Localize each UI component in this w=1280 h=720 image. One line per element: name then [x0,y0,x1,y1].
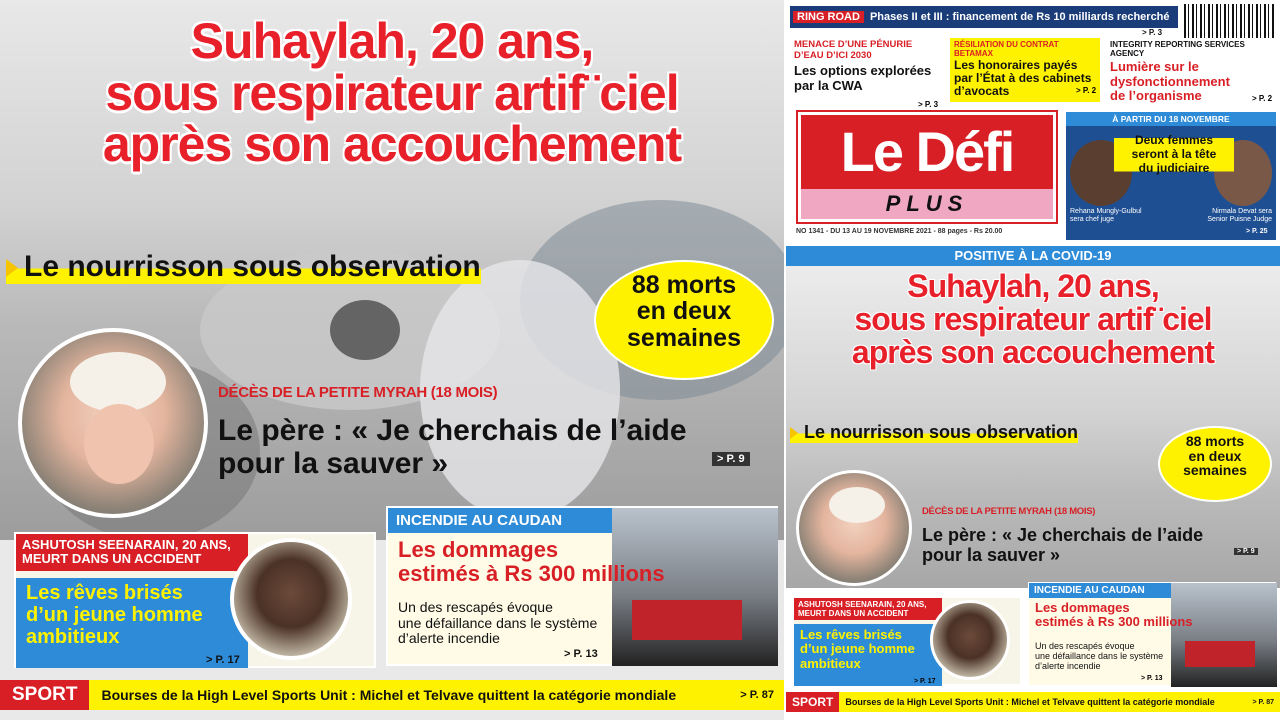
ashutosh-panel [14,532,376,668]
ashutosh-kicker: ASHUTOSH SEENARAIN, 20 ANS, MEURT DANS UN ACCIDENT [16,534,248,571]
logo-plus: PLUS [801,189,1053,219]
arrow-icon [6,259,18,277]
judiciary-caption-2: Nirmala Devat sera Senior Puisne Judge [1207,208,1272,224]
ashutosh-page-ref: > P. 17 [206,654,240,666]
sport-tag: SPORT [0,680,89,710]
covid-banner: POSITIVE À LA COVID-19 [786,246,1280,266]
headline: Suhaylah, 20 ans, sous respirateur artif¨ciel après son accouchement [102,13,682,172]
ashutosh-title: Les rêves brisés d’un jeune homme ambitieux [26,582,203,648]
logo-text: Le Défi [840,120,1014,183]
subheadline: Le nourrisson sous observation [6,250,481,284]
myrah-quote: Le père : « Je cherchais de l’aide pour la sauver » [218,414,687,480]
front-myrah-kicker: DÉCÈS DE LA PETITE MYRAH (18 MOIS) [922,506,1096,517]
front-deaths-bubble: 88 morts en deux semaines [1160,428,1270,500]
edition-line: NO 1341 - DU 13 AU 19 NOVEMBRE 2021 - 88 pages - Rs 20.00 [796,228,1003,235]
ashutosh-photo [230,538,352,660]
front-caudan-body: Un des rescapés évoque une défaillance dans le système d’alerte incendie [1035,641,1164,672]
front-subheadline: Le nourrisson sous observation [790,422,1078,443]
ring-road-tag: RING ROAD [793,11,864,23]
front-caudan-panel: INCENDIE AU CAUDAN Les dommages estimés à Rs 300 millions Un des rescapés évoque une défaillance dans le système d’alerte incendie > P. 13 [1028,582,1276,686]
teaser-water-page: > P. 3 [918,100,939,109]
sport-page-ref: > P. 87 [740,689,774,701]
front-myrah-photo [796,470,912,586]
front-ashutosh-panel: ASHUTOSH SEENARAIN, 20 ANS, MEURT DANS UN ACCIDENT Les rêves brisés d’un jeune homme ambitieux > P. 17 [792,596,1022,686]
front-page [786,0,1280,720]
teaser-water: MENACE D’UNE PÉNURIE D’EAU D’ICI 2030 Les options explorées par la CWA [794,39,932,93]
caudan-kicker: INCENDIE AU CAUDAN [388,508,612,533]
front-ashutosh-title: Les rêves brisés d’un jeune homme ambitieux [800,627,915,671]
myrah-kicker: DÉCÈS DE LA PETITE MYRAH (18 MOIS) [218,384,498,401]
teaser-integrity: INTEGRITY REPORTING SERVICES AGENCY Lumière sur le dysfonctionnement de l’organisme [1110,40,1245,104]
judiciary-panel [1066,112,1276,240]
arrow-icon [790,427,798,439]
sport-text: Bourses de la High Level Sports Unit : Michel et Telvave quittent la catégorie mondiale [101,687,677,703]
front-headline: Suhaylah, 20 ans, sous respirateur artif¨ciel après son accouchement [851,268,1215,370]
front-ashutosh-photo [930,600,1010,680]
judiciary-kicker: À PARTIR DU 18 NOVEMBRE [1066,112,1276,126]
newspaper-logo [798,112,1056,222]
deaths-bubble: 88 morts en deux semaines [596,262,772,378]
judiciary-page: > P. 25 [1246,228,1268,235]
caudan-body: Un des rescapés évoque une défaillance dans le système d’alerte incendie [398,599,598,647]
sport-bar [0,680,784,710]
ring-road-text: Phases II et III : financement de Rs 10 milliards recherché [869,11,1170,23]
ring-road-strip [790,6,1178,28]
caudan-page-ref: > P. 13 [564,648,598,660]
front-caudan-title: Les dommages estimés à Rs 300 millions [1035,600,1193,630]
teaser-integrity-page: > P. 2 [1252,94,1273,103]
front-fire-photo [1171,583,1277,687]
fire-photo [612,508,778,666]
judiciary-title: Deux femmes seront à la tête du judiciaire [1114,134,1234,175]
caudan-panel [386,506,778,666]
teaser-betamax-page: > P. 2 [1076,86,1097,95]
barcode-icon [1184,4,1276,38]
caudan-title: Les dommages estimés à Rs 300 millions [398,537,665,586]
judiciary-caption-1: Rehana Mungly-Gulbul sera chef juge [1070,208,1142,224]
front-myrah-quote: Le père : « Je cherchais de l’aide pour la sauver » [922,525,1204,565]
ring-road-page: > P. 3 [1142,28,1163,37]
front-sport-bar: SPORT Bourses de la High Level Sports Unit : Michel et Telvave quittent la catégorie mondiale > P. 87 [786,692,1280,712]
teaser-betamax: RÉSILIATION DU CONTRAT BETAMAX Les honoraires payés par l’État à des cabinets d’avocats [950,38,1100,102]
front-myrah-page: > P. 9 [1234,548,1258,555]
front-caudan-page: > P. 13 [1141,675,1163,682]
myrah-page-ref: > P. 9 [712,452,750,466]
front-ashutosh-page: > P. 17 [914,678,936,685]
myrah-photo [18,328,208,518]
